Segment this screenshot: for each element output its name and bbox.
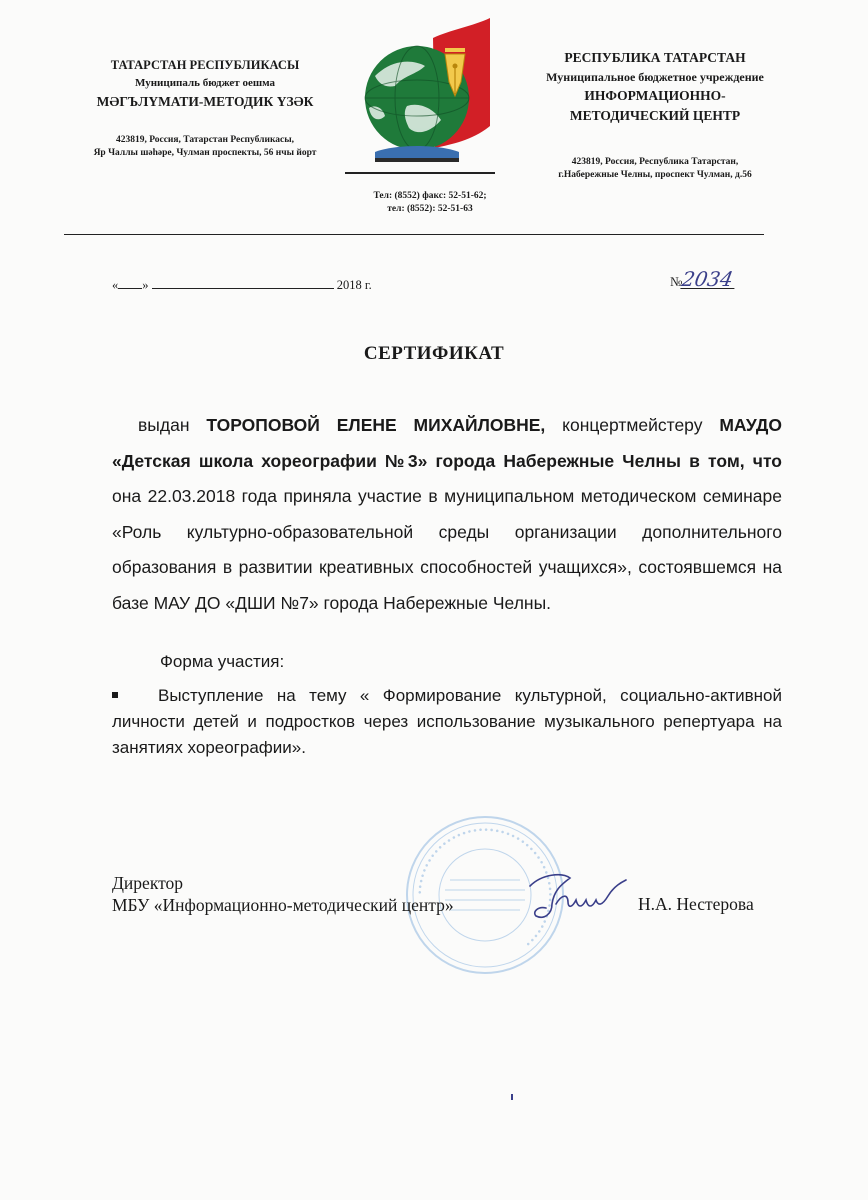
header-right-address-2: г.Набережные Челны, проспект Чулман, д.56 [558, 170, 752, 180]
participation-label: Форма участия: [160, 652, 285, 671]
svg-text:••••••••••••••••••••••••••••••: ••••••••••••••••••••••••••••••••••••••••••••••• [415, 825, 555, 949]
header-right [505, 48, 805, 182]
body-intro: выдан [138, 415, 207, 435]
month-blank [152, 276, 334, 289]
header-left-title: ТАТАРСТАН РЕСПУБЛИКАСЫ [110, 58, 300, 72]
header-right-address-1: 423819, Россия, Республика Татарстан, [571, 157, 739, 167]
header-left-org: МӘГЪЛҮМАТИ-МЕТОДИК ҮЗӘК [96, 94, 314, 109]
date-year: 2018 г. [336, 278, 372, 292]
logo-divider [345, 172, 495, 174]
signature-mark [522, 864, 632, 934]
registration-number [670, 267, 736, 291]
org-logo [355, 16, 495, 166]
header-left-address-1: 423819, Россия, Татарстан Республикасы, [115, 135, 295, 145]
reg-label: № [670, 274, 683, 289]
date-line [112, 276, 372, 293]
header-right-org-1: ИНФОРМАЦИОННО- [584, 88, 726, 103]
contacts-line-1: Тел: (8552) факс: 52-51-62; [373, 191, 487, 201]
header-right-subtitle: Муниципальное бюджетное учреждение [546, 70, 764, 84]
day-blank [118, 276, 142, 289]
recipient-position: концертмейстеру [545, 415, 720, 435]
reg-value: 2034 [681, 270, 738, 289]
bullet-icon [112, 692, 118, 698]
header-right-org-2: МЕТОДИЧЕСКИЙ ЦЕНТР [569, 108, 741, 123]
director-name: Н.А. Нестерова [638, 894, 754, 914]
body-rest: она 22.03.2018 года приняла участие в муниципальном методическом семинаре «Роль культурно-образовательной среды организации дополнительного образования в развитии креативных способностей учащихся», состоявшемся на базе МАУ ДО «ДШИ №7» города Набережные Челны. [112, 486, 782, 613]
ink-mark [511, 1094, 513, 1100]
director-org: МБУ «Информационно-методический центр» [112, 895, 454, 915]
participation-item [112, 683, 782, 761]
header-left-subtitle: Муниципаль бюджет оешма [134, 77, 276, 89]
date-open-quote: « [112, 278, 119, 292]
director-role: Директор [112, 873, 184, 893]
participation-text: Выступление на тему « Формирование культурной, социально-активной личности детей и подростков через использование музыкального репертуара на занятиях хореографии». [112, 686, 782, 757]
contacts-line-2: тел: (8552): 52-51-63 [387, 204, 473, 214]
certificate-body [112, 408, 782, 621]
date-close-quote: » [142, 278, 149, 292]
header-left [40, 56, 370, 160]
header-right-title: РЕСПУБЛИКА ТАТАРСТАН [564, 50, 746, 65]
recipient-name: ТОРОПОВОЙ ЕЛЕНЕ МИХАЙЛОВНЕ, [206, 415, 546, 435]
director-block [112, 872, 454, 916]
document-title: СЕРТИФИКАТ [363, 343, 505, 364]
recipient-org: МАУДО «Детская школа хореографии №3» города Набережные Челны в том, что [112, 415, 782, 471]
header-left-address-2: Яр Чаллы шәһәре, Чулман проспекты, 56 нчы йорт [93, 148, 317, 158]
header-rule [64, 234, 764, 235]
contacts [345, 190, 515, 216]
